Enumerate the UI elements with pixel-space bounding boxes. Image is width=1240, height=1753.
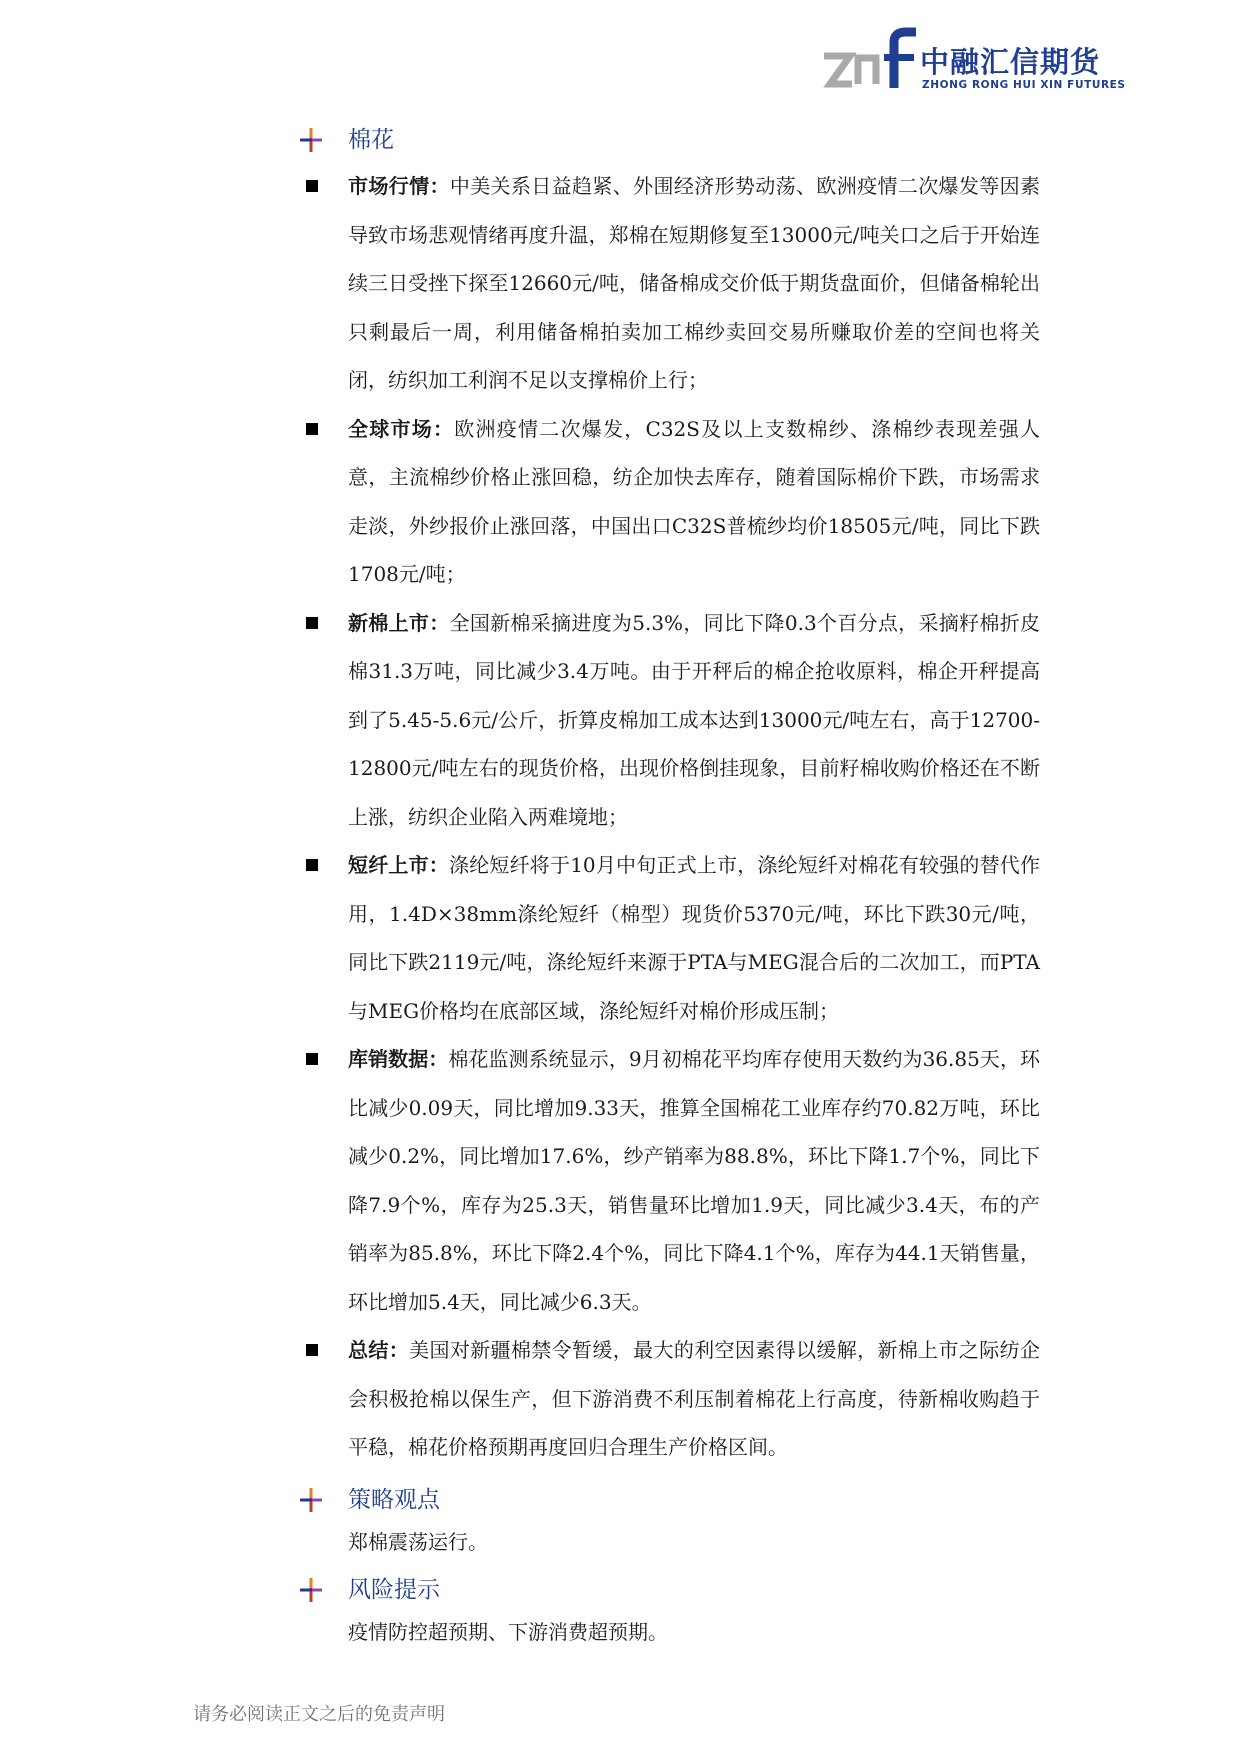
logo-name-cn: 中融汇信期货 — [920, 45, 1101, 79]
square-bullet-icon — [306, 423, 318, 435]
bullet-label: 新棉上市： — [348, 610, 450, 635]
bullet-text: 全国新棉采摘进度为5.3%，同比下降0.3个百分点，采摘籽棉折皮棉31.3万吨，同比减少3.4万吨。由于开秤后的棉企抢收原料，棉企开秤提高到了5.45-5.6元/公斤，折算皮棉加工成本达到13000元/吨左右，高于12700-12800元/吨左右的现货价格，出现价格倒挂现象，目前籽棉收购价格还在不断上涨，纺织企业陷入两难境地； — [348, 610, 1040, 829]
bullet-item-new-cotton — [300, 599, 1040, 842]
bullet-text: 美国对新疆棉禁令暂缓，最大的利空因素得以缓解，新棉上市之际纺企会积极抢棉以保生产，但下游消费不利压制着棉花上行高度，待新棉收购趋于平稳，棉花价格预期再度回归合理生产价格区间。 — [348, 1338, 1041, 1459]
bullet-label: 市场行情： — [348, 174, 450, 198]
bullet-item-summary — [300, 1326, 1040, 1472]
square-bullet-icon — [306, 1344, 318, 1356]
section-heading-strategy — [300, 1478, 1040, 1522]
company-logo — [820, 26, 1150, 96]
footer-disclaimer: 请务必阅读正文之后的免责声明 — [193, 1704, 445, 1725]
star-bullet-icon — [300, 1488, 322, 1512]
strategy-text: 郑棉震荡运行。 — [348, 1529, 488, 1554]
square-bullet-icon — [306, 180, 318, 192]
section-heading-cotton — [300, 118, 1040, 162]
bullet-label: 总结： — [348, 1338, 410, 1362]
square-bullet-icon — [306, 859, 318, 871]
znf-logo-icon — [820, 26, 920, 96]
bullet-label: 库销数据： — [348, 1047, 449, 1071]
bullet-item-inventory — [300, 1035, 1040, 1326]
bullet-item-market — [300, 162, 1040, 405]
section-title: 风险提示 — [348, 1576, 440, 1603]
bullet-label: 短纤上市： — [348, 853, 449, 877]
bullet-label: 全球市场： — [348, 416, 455, 441]
bullet-item-global — [300, 405, 1040, 599]
logo-name-en: ZHONG RONG HUI XIN FUTURES — [922, 79, 1126, 91]
bullet-text: 欧洲疫情二次爆发，C32S及以上支数棉纱、涤棉纱表现差强人意，主流棉纱价格止涨回稳，纺企加快去库存，随着国际棉价下跌，市场需求走淡，外纱报价止涨回落，中国出口C32S普梳纱均价18505元/吨，同比下跌1708元/吨； — [348, 416, 1041, 586]
star-bullet-icon — [300, 1578, 322, 1602]
section-heading-risk — [300, 1568, 1040, 1612]
section-title: 策略观点 — [348, 1486, 440, 1513]
bullet-item-staple-fiber — [300, 841, 1040, 1035]
square-bullet-icon — [306, 617, 318, 629]
report-content — [300, 112, 1040, 1658]
bullet-text: 棉花监测系统显示，9月初棉花平均库存使用天数约为36.85天，环比减少0.09天，同比增加9.33天，推算全国棉花工业库存约70.82万吨，环比减少0.2%，同比增加17.6%，纱产销率为88.8%，环比下降1.7个%，同比下降7.9个%，库存为25.3天，销售量环比增加1.9天，同比减少3.4天，布的产销率为85.8%，环比下降2.4个%，同比下降4.1个%，库存为44.1天销售量，环比增加5.4天，同比减少6.3天。 — [348, 1047, 1041, 1314]
bullet-text: 中美关系日益趋紧、外围经济形势动荡、欧洲疫情二次爆发等因素导致市场悲观情绪再度升温，郑棉在短期修复至13000元/吨关口之后于开始连续三日受挫下探至12660元/吨，储备棉成交价低于期货盘面价，但储备棉轮出只剩最后一周，利用储备棉拍卖加工棉纱卖回交易所赚取价差的空间也将关闭，纺织加工利润不足以支撑棉价上行； — [348, 174, 1041, 392]
star-bullet-icon — [300, 128, 322, 152]
bullet-text: 涤纶短纤将于10月中旬正式上市，涤纶短纤对棉花有较强的替代作用，1.4D×38mm涤纶短纤（棉型）现货价5370元/吨，环比下跌30元/吨，同比下跌2119元/吨，涤纶短纤来源于PTA与MEG混合后的二次加工，而PTA与MEG价格均在底部区域，涤纶短纤对棉价形成压制； — [348, 853, 1041, 1023]
square-bullet-icon — [306, 1053, 318, 1065]
risk-text: 疫情防控超预期、下游消费超预期。 — [348, 1619, 668, 1644]
section-title: 棉花 — [348, 127, 394, 153]
